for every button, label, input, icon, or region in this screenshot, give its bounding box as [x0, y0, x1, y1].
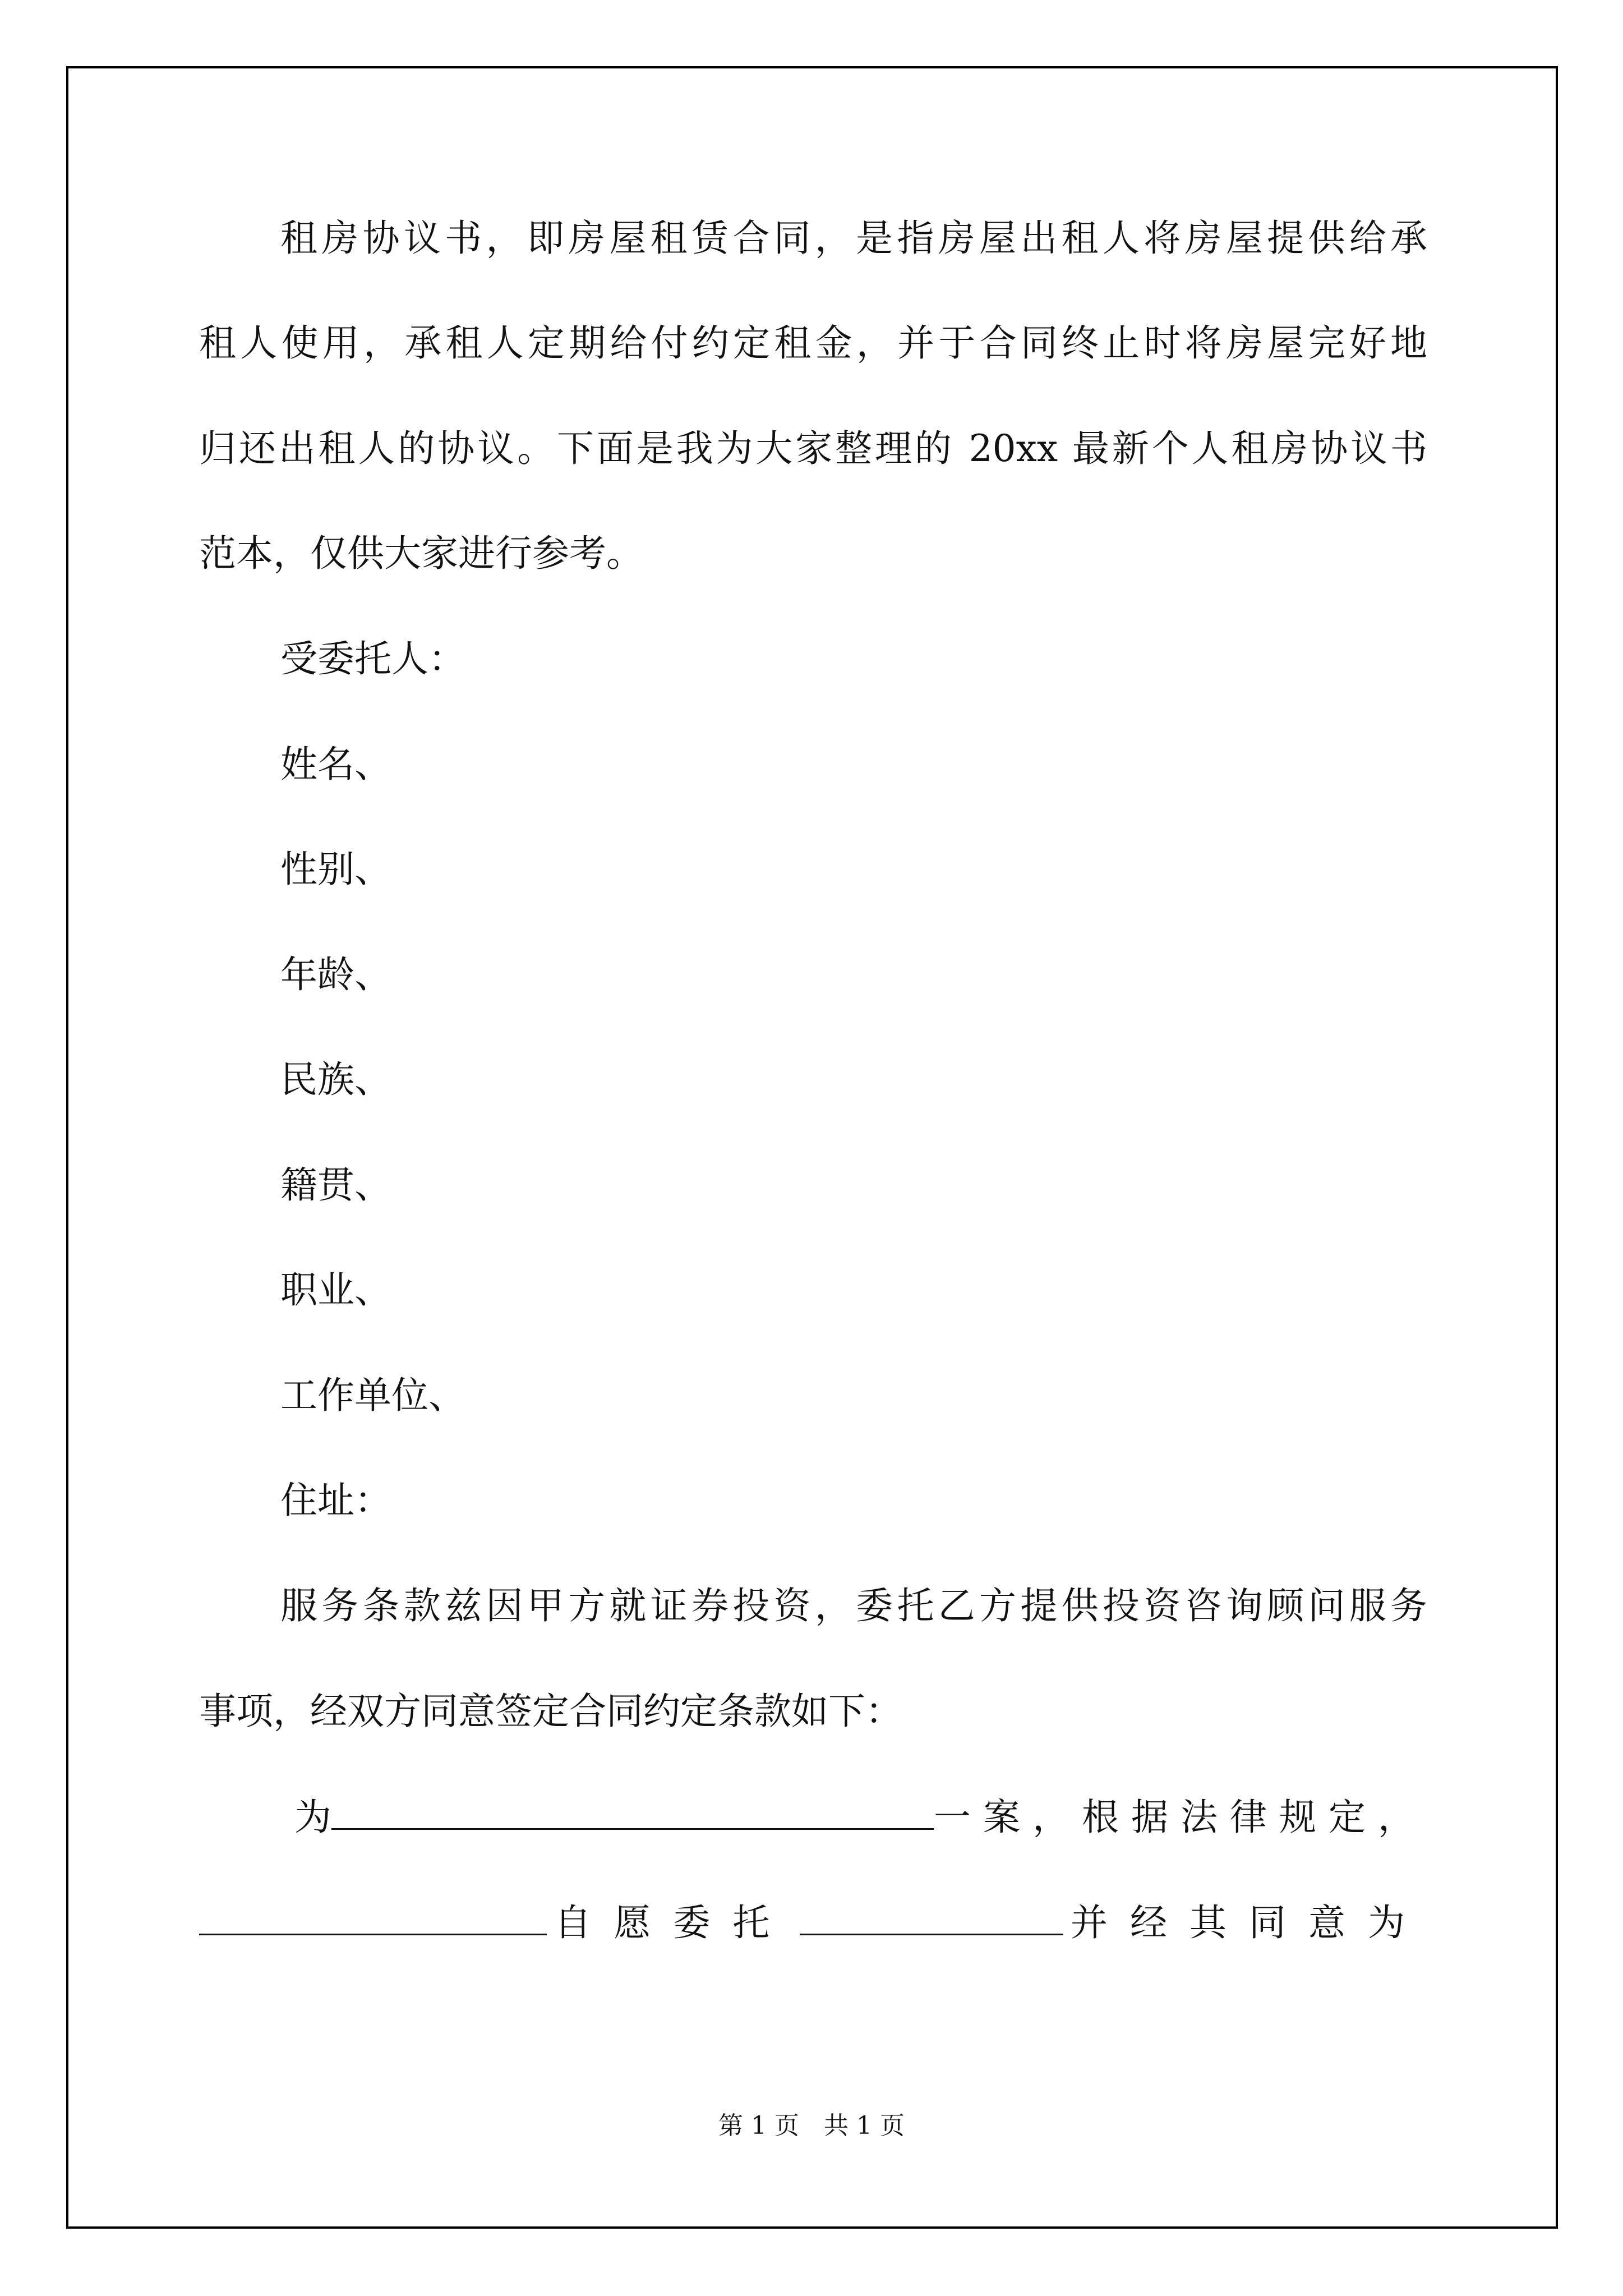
clause-agreed-as: 并经其同意为: [1070, 1901, 1427, 1944]
trustee-label: 受委托人：: [280, 637, 465, 680]
field-native-place: 籍贯、: [280, 1163, 391, 1207]
paragraph-terms-line-2: 事项，经双方同意签定合同约定条款如下：: [199, 1690, 902, 1733]
paragraph-intro-line-3: 归还出租人的协议。下面是我为大家整理的 20xx 最新个人租房协议书: [199, 427, 1427, 470]
clause-voluntary-entrust: 自愿委托: [554, 1901, 792, 1944]
paragraph-intro-line-2: 租人使用，承租人定期给付约定租金，并于合同终止时将房屋完好地: [199, 321, 1427, 365]
field-gender: 性别、: [280, 848, 391, 891]
blank-line-client: [199, 1897, 547, 1935]
field-ethnicity: 民族、: [280, 1058, 391, 1101]
field-occupation: 职业、: [280, 1268, 391, 1312]
paragraph-terms-line-1: 服务条款兹因甲方就证券投资，委托乙方提供投资咨询顾问服务: [280, 1584, 1427, 1627]
blank-line-agent: [800, 1897, 1063, 1935]
field-employer: 工作单位、: [280, 1374, 465, 1417]
page-number-current: 第 1 页: [718, 2111, 799, 2140]
field-name: 姓名、: [280, 743, 391, 786]
paragraph-intro-line-1: 租房协议书，即房屋租赁合同，是指房屋出租人将房屋提供给承: [280, 217, 1427, 260]
clause-suffix: 一案，根据法律规定，: [934, 1796, 1427, 1839]
page-number-total: 共 1 页: [824, 2111, 905, 2140]
blank-line-case: [331, 1791, 934, 1830]
paragraph-intro-line-4: 范本，仅供大家进行参考。: [199, 532, 643, 575]
field-age: 年龄、: [280, 953, 391, 996]
page-footer: [0, 2109, 1623, 2143]
clause-line-2: [199, 1897, 1427, 1948]
clause-line-1: [199, 1791, 1427, 1843]
field-address: 住址：: [280, 1479, 391, 1522]
clause-prefix: 为: [294, 1796, 331, 1839]
